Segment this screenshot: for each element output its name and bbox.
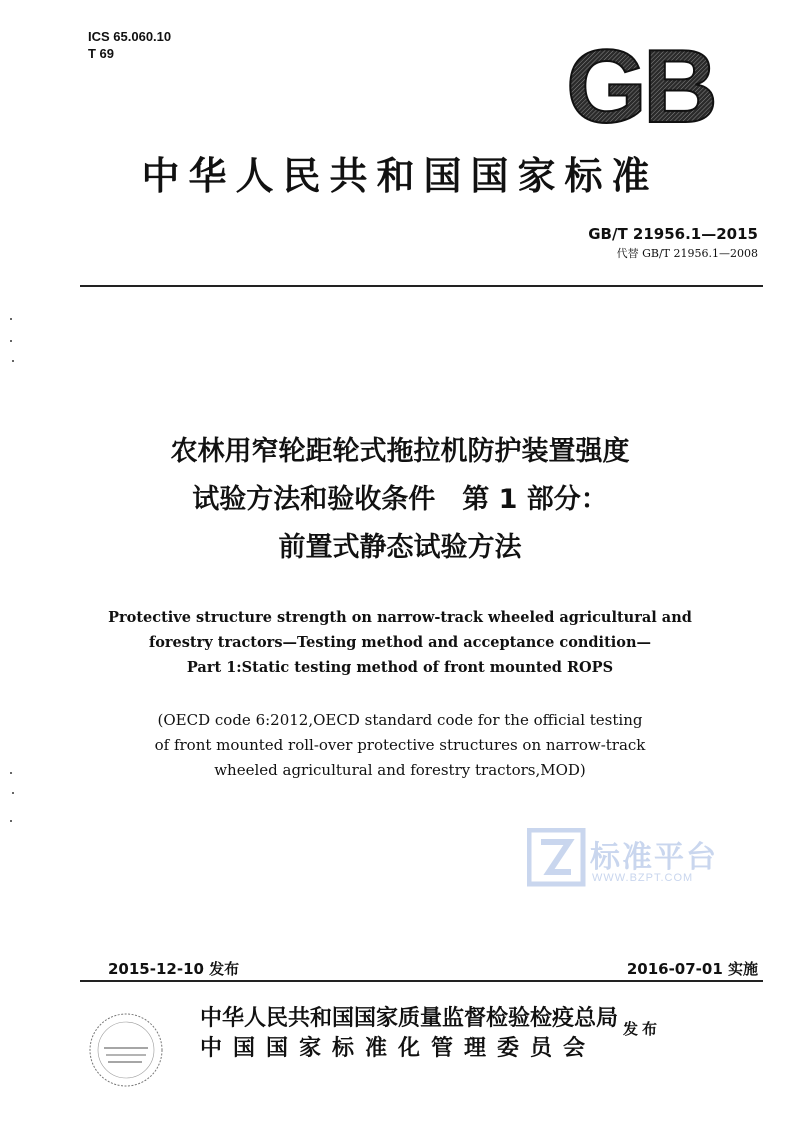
english-title-line-3: Part 1:Static testing method of front mounted ROPS	[186, 659, 614, 676]
english-title	[0, 605, 800, 680]
ics-code-block	[88, 28, 171, 62]
chinese-title-line-3: 前置式静态试验方法	[278, 532, 522, 563]
margin-mark	[12, 792, 14, 794]
oecd-note-line-1: (OECD code 6:2012,OECD standard code for the official testing	[157, 711, 643, 729]
oecd-note-line-3: wheeled agricultural and forestry tractors,MOD)	[214, 761, 586, 779]
watermark-text: 标准平台	[590, 840, 718, 875]
publish-label: 发布	[623, 1020, 662, 1038]
chinese-title-line-1: 农林用窄轮距轮式拖拉机防护装置强度	[170, 436, 630, 467]
bottom-divider	[80, 980, 763, 982]
chinese-title-line-2: 试验方法和验收条件 第 1 部分：	[192, 484, 608, 515]
margin-mark	[10, 340, 12, 342]
oecd-note-line-2: of front mounted roll-over protective structures on narrow-track	[154, 736, 646, 754]
class-code: T 69	[88, 46, 115, 61]
implementation-date: 2016-07-01 实施	[626, 960, 758, 978]
oecd-note	[0, 708, 800, 783]
english-title-line-2: forestry tractors—Testing method and acceptance condition—	[149, 634, 651, 651]
margin-mark	[10, 820, 12, 822]
issuer-line-1: 中华人民共和国国家质量监督检验检疫总局	[200, 1006, 619, 1031]
watermark-url: WWW.BZPT.COM	[592, 872, 694, 884]
standard-number: GB/T 21956.1—2015	[588, 225, 758, 243]
country-standard-title: 中华人民共和国国家标准	[141, 154, 659, 198]
issuing-authorities	[200, 1004, 618, 1064]
replaces-standard: 代替 GB/T 21956.1—2008	[616, 247, 758, 260]
chinese-title	[0, 428, 800, 572]
margin-mark	[10, 772, 12, 774]
issue-date: 2015-12-10 发布	[108, 960, 240, 978]
english-title-line-1: Protective structure strength on narrow-track wheeled agricultural and	[108, 609, 692, 626]
seal-stamp-icon	[86, 1010, 166, 1090]
top-divider	[80, 285, 763, 287]
issuer-line-2: 中国国家标准化管理委员会	[200, 1036, 597, 1061]
margin-mark	[12, 360, 14, 362]
gb-logo	[560, 40, 720, 132]
ics-code: ICS 65.060.10	[88, 29, 172, 44]
svg-text:GB: GB	[566, 40, 714, 132]
margin-mark	[10, 318, 12, 320]
